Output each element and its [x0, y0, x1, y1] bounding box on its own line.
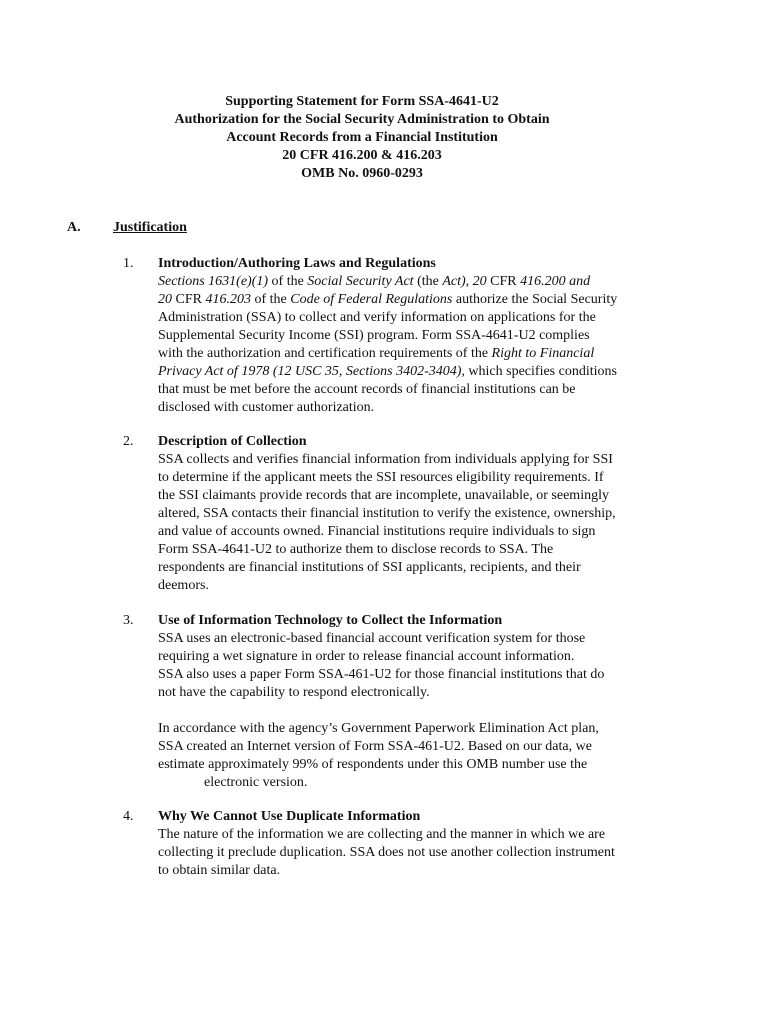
- item-heading: Introduction/Authoring Laws and Regulations: [158, 256, 436, 271]
- item-line: electronic version.: [204, 775, 308, 790]
- title-line-2: Authorization for the Social Security Administration to Obtain: [174, 112, 550, 127]
- item-number: 4.: [123, 809, 134, 824]
- document-title: [0, 93, 724, 183]
- item-number: 2.: [123, 434, 134, 449]
- item-line: respondents are financial institutions of SSI applicants, recipients, and their: [158, 560, 581, 575]
- item-line: Privacy Act of 1978 (12 USC 35, Sections 3402-3404), which specifies conditions: [158, 364, 617, 379]
- item-line: SSA collects and verifies financial information from individuals applying for SSI: [158, 452, 613, 467]
- item-information-technology: [158, 612, 678, 792]
- item-line: requiring a wet signature in order to release financial account information.: [158, 649, 575, 664]
- item-line: to determine if the applicant meets the SSI resources eligibility requirements. If: [158, 470, 604, 485]
- item-heading: Why We Cannot Use Duplicate Information: [158, 809, 421, 824]
- title-line-1: Supporting Statement for Form SSA-4641-U2: [225, 94, 499, 109]
- item-duplicate-information: [158, 808, 678, 880]
- item-line: In accordance with the agency’s Government Paperwork Elimination Act plan,: [158, 721, 599, 736]
- paragraph-gap: [158, 702, 678, 720]
- section-title: Justification: [113, 220, 187, 235]
- item-line: Form SSA-4641-U2 to authorize them to disclose records to SSA. The: [158, 542, 554, 557]
- section-letter: A.: [67, 220, 81, 235]
- item-number: 3.: [123, 613, 134, 628]
- item-line: and value of accounts owned. Financial institutions require individuals to sign: [158, 524, 596, 539]
- item-description: [158, 433, 678, 595]
- item-line: The nature of the information we are collecting and the manner in which we are: [158, 827, 606, 842]
- title-line-3: Account Records from a Financial Institution: [226, 130, 498, 145]
- item-line: deemors.: [158, 578, 209, 593]
- item-number: 1.: [123, 256, 134, 271]
- item-line: to obtain similar data.: [158, 863, 281, 878]
- item-line: disclosed with customer authorization.: [158, 400, 375, 415]
- item-line: Sections 1631(e)(1) of the Social Security Act (the Act), 20 CFR 416.200 and: [158, 274, 591, 289]
- title-line-5: OMB No. 0960-0293: [301, 166, 423, 181]
- item-heading: Description of Collection: [158, 434, 307, 449]
- title-line-4: 20 CFR 416.200 & 416.203: [282, 148, 442, 163]
- item-line: altered, SSA contacts their financial institution to verify the existence, ownership,: [158, 506, 616, 521]
- item-heading: Use of Information Technology to Collect the Information: [158, 613, 503, 628]
- item-line: SSA created an Internet version of Form SSA-461-U2. Based on our data, we: [158, 739, 592, 754]
- item-line: that must be met before the account records of financial institutions can be: [158, 382, 576, 397]
- item-introduction: [158, 255, 678, 417]
- item-line: Supplemental Security Income (SSI) program. Form SSA-4641-U2 complies: [158, 328, 590, 343]
- item-line: the SSI claimants provide records that are incomplete, unavailable, or seemingly: [158, 488, 609, 503]
- item-line: estimate approximately 99% of respondents under this OMB number use the: [158, 757, 588, 772]
- item-line: 20 CFR 416.203 of the Code of Federal Regulations authorize the Social Security: [158, 292, 618, 307]
- item-line: SSA also uses a paper Form SSA-461-U2 for those financial institutions that do: [158, 667, 605, 682]
- item-line: collecting it preclude duplication. SSA does not use another collection instrument: [158, 845, 615, 860]
- item-line: Administration (SSA) to collect and verify information on applications for the: [158, 310, 596, 325]
- item-line: SSA uses an electronic-based financial account verification system for those: [158, 631, 586, 646]
- item-line: with the authorization and certification requirements of the Right to Financial: [158, 346, 595, 361]
- item-line: not have the capability to respond electronically.: [158, 685, 430, 700]
